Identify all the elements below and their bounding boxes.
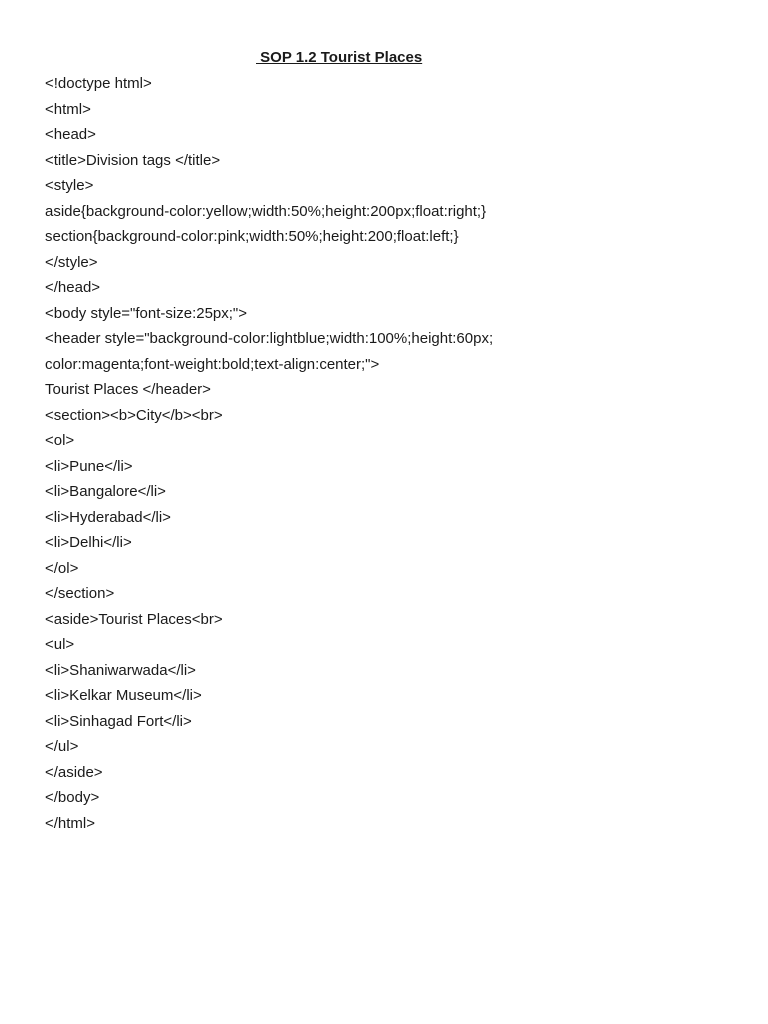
code-line: <li>Hyderabad</li> [45,508,171,526]
code-line: <li>Kelkar Museum</li> [45,687,202,704]
code-line: Tourist Places </header> [45,381,211,398]
code-line: <li>Delhi</li> [45,534,132,551]
code-line: <li>Bangalore</li> [45,483,166,500]
code-line: <ol> [45,432,75,449]
code-line: section{background-color:pink;width:50%;height:200;float:left;} [45,228,459,245]
code-line: <!doctype html> [45,75,152,92]
code-line: <style> [45,177,94,194]
document-title: SOP 1.2 Tourist Places [256,49,423,66]
code-line: </style> [45,253,98,271]
code-line: </body> [45,789,100,806]
code-listing [45,71,493,836]
code-line: aside{background-color:yellow;width:50%;height:200px;float:right;} [45,202,487,220]
code-line: </head> [45,279,101,296]
code-line: <li>Shaniwarwada</li> [45,661,196,679]
code-line: <li>Pune</li> [45,457,133,475]
code-line: <title>Division tags </title> [45,151,221,169]
code-line: <section><b>City</b><br> [45,406,223,424]
code-line: <aside>Tourist Places<br> [45,610,223,628]
code-line: <html> [45,100,91,118]
code-line: </aside> [45,763,103,781]
code-line: </section> [45,585,115,602]
code-line: <ul> [45,636,75,653]
code-line: </html> [45,814,96,832]
code-line: <li>Sinhagad Fort</li> [45,712,192,730]
code-line: color:magenta;font-weight:bold;text-align:center;"> [45,355,380,373]
code-line: <header style="background-color:lightblue;width:100%;height:60px; [45,330,494,347]
code-line: </ul> [45,738,79,755]
code-line: <body style="font-size:25px;"> [45,304,248,322]
code-line: <head> [45,126,96,143]
code-line: </ol> [45,559,79,577]
